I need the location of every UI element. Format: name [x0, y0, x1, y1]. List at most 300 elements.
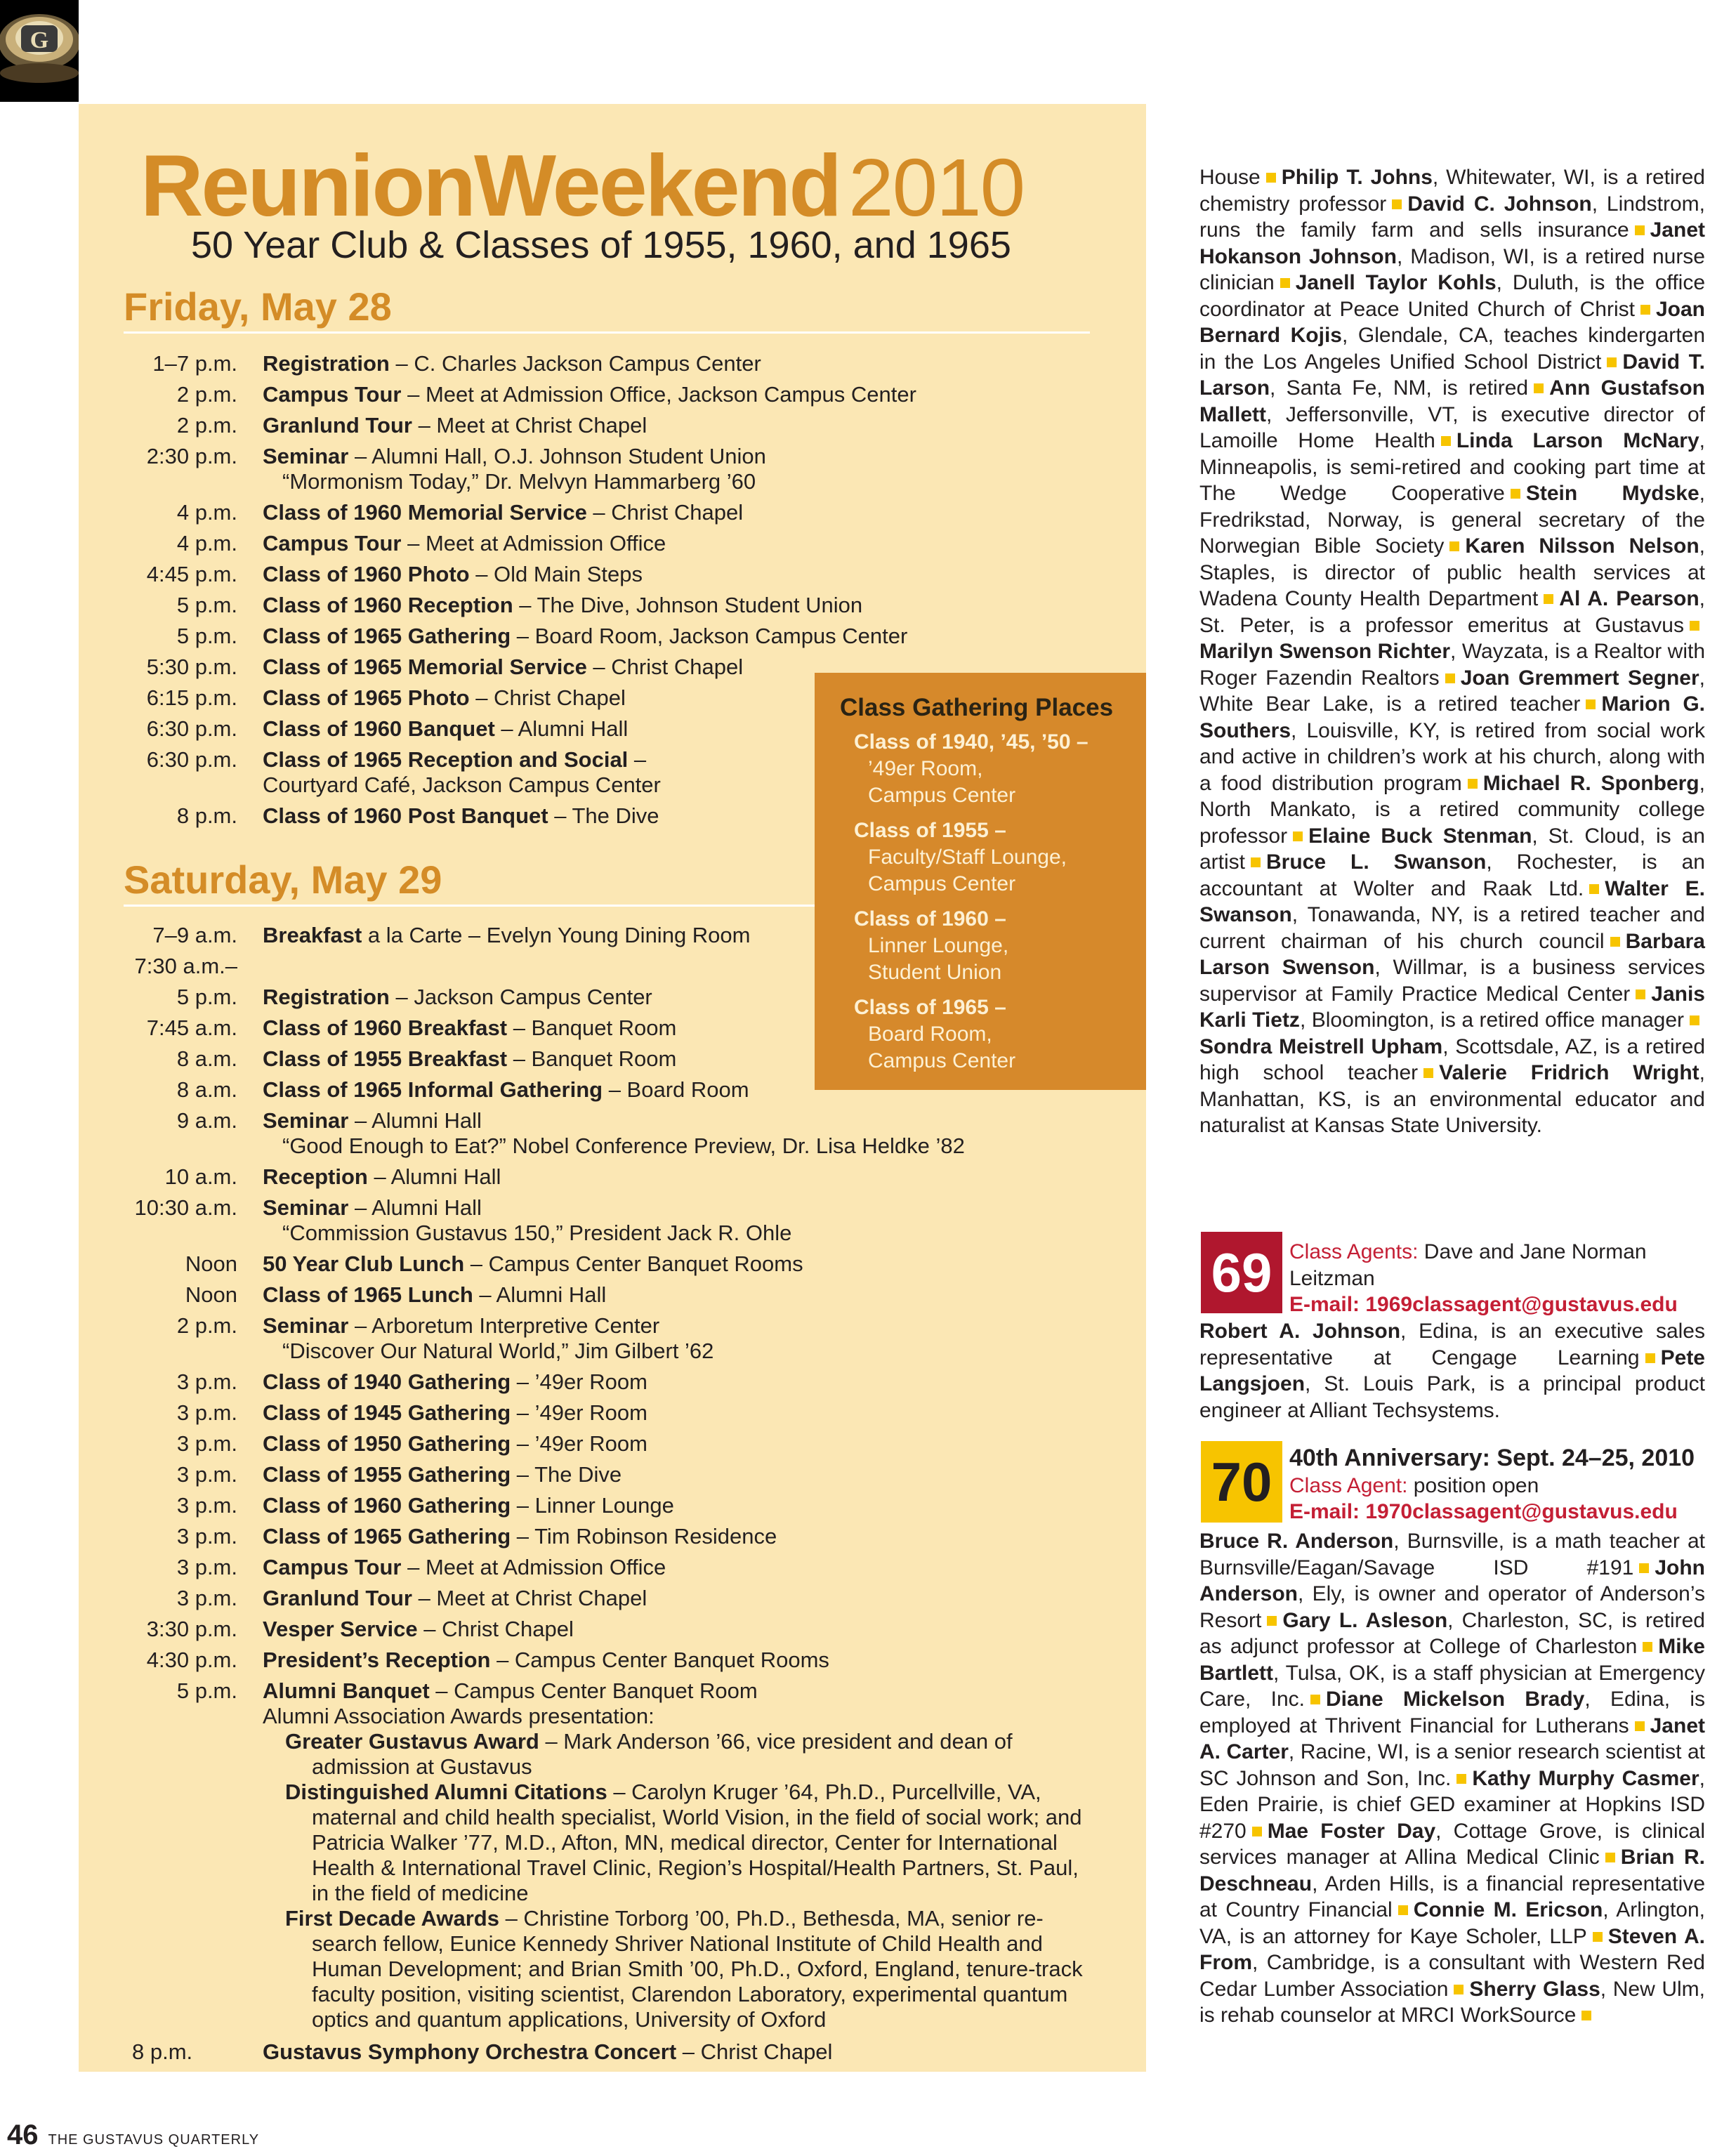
event-detail: – Old Main Steps: [469, 562, 643, 586]
event-description: [263, 559, 1093, 590]
alumnus-note: , Edina, is employed at Thrivent Financial for Lutherans: [1199, 1688, 1705, 1737]
event-description: [263, 1428, 1093, 1459]
bullet-square-icon: [1639, 1563, 1649, 1573]
schedule-row: [124, 528, 1093, 559]
event-time: Noon: [185, 1251, 237, 1276]
event-description: [263, 1367, 1093, 1398]
class-gathering-box: [815, 673, 1146, 1090]
event-time: 5 p.m.: [176, 593, 237, 617]
class-notes-1969: [1199, 1318, 1705, 1424]
schedule-row: [124, 1192, 1093, 1249]
bullet-square-icon: [1589, 884, 1599, 894]
event-time: 6:30 p.m.: [146, 747, 237, 772]
award-name: Distinguished Alumni Citations: [285, 1780, 607, 1804]
alumnus-name: Bruce R. Anderson: [1199, 1530, 1394, 1553]
saturday-heading: Saturday, May 29: [124, 857, 442, 902]
event-description: [263, 1614, 1093, 1645]
event-name: Class of 1960 Breakfast: [263, 1015, 508, 1040]
class-70-agents: [1289, 1445, 1710, 1525]
alumnus-name: Michael R. Sponberg: [1482, 771, 1699, 795]
event-time: 1–7 p.m.: [152, 351, 237, 376]
gathering-list: [854, 729, 1135, 1083]
alumnus-note: , White Bear Lake, is a retired teacher: [1199, 666, 1705, 716]
awards-list: [263, 1729, 1093, 2032]
event-continuation: Alumni Association Awards presentation:: [263, 1704, 655, 1728]
title-main: ReunionWeekend: [140, 138, 841, 235]
agent-label: Class Agent:: [1289, 1473, 1408, 1497]
alumnus-note: , St. Cloud, is an artist: [1199, 824, 1705, 874]
award-entry: [263, 1780, 1093, 1906]
alumnus-note: , Tonawanda, NY, is a retired teacher and current chairman of his church council: [1199, 903, 1705, 953]
event-time: 6:15 p.m.: [146, 685, 237, 710]
event-time: 3 p.m.: [176, 1462, 237, 1487]
event-time: 3 p.m.: [176, 1493, 237, 1518]
event-name: Class of 1955 Breakfast: [263, 1046, 508, 1071]
event-detail: – Arboretum Interpretive Center: [348, 1313, 660, 1338]
alumnus-note: , Arlington, VA, is an attorney for Kaye Scholer, LLP: [1199, 1898, 1705, 1948]
title-year: 2010: [848, 142, 1025, 233]
schedule-row: [124, 441, 1093, 497]
event-subtitle: “Mormonism Today,” Dr. Melvyn Hammarberg ’60: [282, 469, 756, 494]
alumnus-name: Brian R. Deschneau: [1199, 1846, 1705, 1895]
alumnus-name: Joan Bernard Kojis: [1199, 297, 1705, 347]
alumnus-note: , Wayzata, is a Realtor with Roger Fazendin Realtors: [1199, 640, 1706, 690]
bullet-square-icon: [1392, 199, 1402, 209]
notes-paragraph: [1199, 164, 1705, 1139]
gathering-place: Faculty/Staff Lounge,: [868, 846, 1067, 869]
award-detail: – Carolyn Kruger ’64, Ph.D., Purcellville, VA,: [607, 1780, 1041, 1804]
event-name: Class of 1965 Lunch: [263, 1282, 473, 1307]
event-subtitle: “Good Enough to Eat?” Nobel Conference Preview, Dr. Lisa Heldke ’82: [282, 1133, 965, 1158]
event-description: [263, 410, 1093, 441]
event-name: Registration: [263, 985, 390, 1009]
award-continuation: search fellow, Eunice Kennedy Shriver National Institute of Child Health and Human Development; and Brian Smith ’00, Ph.D., Oxford, England, tenure-track faculty position, visiting scientist, Clarendon Laboratory, experimental quantum optics and quantum applications, University of Oxford: [312, 1931, 1083, 2032]
class-69-badge: 69: [1201, 1232, 1282, 1313]
event-name: Class of 1960 Post Banquet: [263, 803, 548, 828]
event-description: [263, 1105, 1093, 1162]
event-name: Vesper Service: [263, 1617, 418, 1641]
event-time: 4 p.m.: [176, 500, 237, 525]
event-name: Seminar: [263, 1313, 349, 1338]
schedule-row: [124, 590, 1093, 621]
bullet-square-icon: [1635, 1721, 1645, 1731]
gathering-place: Campus Center: [868, 872, 1016, 895]
event-name: Seminar: [263, 1108, 349, 1133]
schedule-row: [124, 1249, 1093, 1280]
event-time: 3 p.m.: [176, 1431, 237, 1456]
alumnus-name: Janet Hokanson Johnson: [1199, 218, 1705, 268]
event-name: Class of 1960 Memorial Service: [263, 500, 587, 525]
bullet-square-icon: [1267, 1616, 1277, 1626]
event-detail: – ’49er Room: [511, 1400, 647, 1425]
event-time: 4:30 p.m.: [146, 1648, 237, 1672]
alumnus-note: , North Mankato, is a retired community college professor: [1199, 771, 1705, 848]
alumnus-note: , Whitewater, WI, is a retired chemistry professor: [1199, 166, 1705, 216]
event-time: 3 p.m.: [176, 1524, 237, 1549]
event-detail: – Alumni Hall: [473, 1282, 607, 1307]
schedule-row: [124, 2037, 1093, 2068]
event-name: Seminar: [263, 444, 349, 468]
event-name: Class of 1965 Gathering: [263, 624, 511, 648]
page-footer: [7, 2119, 259, 2151]
event-detail: – Alumni Hall: [348, 1195, 482, 1220]
gathering-place: Campus Center: [868, 784, 1016, 807]
event-time: 3 p.m.: [176, 1586, 237, 1610]
event-name: Class of 1960 Gathering: [263, 1493, 511, 1518]
award-entry: [263, 1906, 1093, 2032]
bullet-square-icon: [1251, 857, 1261, 867]
alumnus-name: Marion G. Southers: [1199, 692, 1705, 742]
event-detail: – Meet at Admission Office, Jackson Campus Center: [401, 382, 916, 407]
agent-name: position open: [1407, 1473, 1539, 1497]
gathering-group: [854, 817, 1135, 898]
event-name: Class of 1960 Photo: [263, 562, 470, 586]
event-description: [263, 1310, 1093, 1367]
page-subtitle: 50 Year Club & Classes of 1955, 1960, and 1965: [191, 224, 1011, 266]
event-time: 10:30 a.m.: [134, 1195, 237, 1220]
event-detail: – Meet at Christ Chapel: [412, 1586, 647, 1610]
schedule-row: [124, 1162, 1093, 1192]
alumnus-note: , New Ulm, is rehab counselor at MRCI WorkSource: [1199, 1977, 1705, 2027]
event-description: [263, 528, 1093, 559]
event-name: Class of 1965 Photo: [263, 685, 470, 710]
event-continuation: Courtyard Café, Jackson Campus Center: [263, 773, 661, 797]
gathering-class: Class of 1960 –: [854, 907, 1006, 931]
bullet-square-icon: [1310, 1695, 1320, 1704]
event-time: 8 a.m.: [176, 1077, 237, 1102]
alumnus-name: Karen Nilsson Nelson: [1465, 534, 1699, 558]
event-description: [263, 621, 1093, 652]
alumnus-name: Janis Karli Tietz: [1199, 982, 1705, 1032]
schedule-row: [124, 1490, 1093, 1521]
event-time: 4 p.m.: [176, 531, 237, 556]
event-name: Seminar: [263, 1195, 349, 1220]
event-description: [263, 497, 1093, 528]
alumnus-name: Philip T. Johns: [1281, 166, 1433, 189]
event-time: 2 p.m.: [176, 1313, 237, 1338]
bullet-square-icon: [1293, 831, 1303, 841]
event-detail: – Meet at Admission Office: [401, 1555, 666, 1579]
event-name: Class of 1960 Reception: [263, 593, 513, 617]
agents-names: Dave and Jane Norman Leitzman: [1289, 1240, 1647, 1290]
event-detail: – Christ Chapel: [417, 1617, 574, 1641]
award-continuation: maternal and child health specialist, World Vision, in the field of social work; and Patricia Walker ’77, M.D., Afton, MN, medical director, Center for International Health & International Travel Clinic, Region’s Hospital/Health Partners, St. Paul, in the field of medicine: [312, 1805, 1082, 1905]
alumnus-note: , St. Peter, is a professor emeritus at Gustavus: [1199, 587, 1705, 637]
event-detail: – Meet at Christ Chapel: [412, 413, 647, 438]
alumnus-note: , Edina, is an executive sales representative at Cengage Learning: [1199, 1320, 1705, 1369]
publication-name: THE GUSTAVUS QUARTERLY: [48, 2132, 260, 2148]
event-description: [263, 1521, 1093, 1552]
saturday-schedule: [124, 920, 1093, 2068]
event-detail: – ’49er Room: [511, 1369, 647, 1394]
class-70-email[interactable]: E-mail: 1970classagent@gustavus.edu: [1289, 1500, 1678, 1523]
event-name: Granlund Tour: [263, 1586, 412, 1610]
award-name: Greater Gustavus Award: [285, 1729, 539, 1754]
event-name: Campus Tour: [263, 1555, 402, 1579]
event-name: Class of 1940 Gathering: [263, 1369, 511, 1394]
event-description: [263, 1459, 1093, 1490]
alumnus-name: Joan Gremmert Segner: [1460, 666, 1699, 690]
class-70-badge: 70: [1201, 1441, 1282, 1523]
alumnus-note: , Tulsa, OK, is a staff physician at Emergency Care, Inc.: [1199, 1661, 1705, 1711]
bullet-square-icon: [1643, 1642, 1652, 1652]
event-time: 2 p.m.: [176, 382, 237, 407]
event-detail: – Alumni Hall, O.J. Johnson Student Union: [348, 444, 766, 468]
event-name: Breakfast: [263, 923, 362, 947]
event-name: Alumni Banquet: [263, 1678, 430, 1703]
event-description: [263, 441, 1093, 497]
bullet-square-icon: [1454, 1985, 1464, 1994]
event-time: 6:30 p.m.: [146, 716, 237, 741]
alumnus-note: , Manhattan, KS, is an environmental educator and naturalist at Kansas State University.: [1199, 1061, 1706, 1137]
alumnus-name: David T. Larson: [1199, 350, 1705, 400]
award-continuation: admission at Gustavus: [312, 1754, 532, 1779]
event-detail: – C. Charles Jackson Campus Center: [389, 351, 761, 376]
bullet-square-icon: [1645, 1353, 1655, 1363]
gathering-class: Class of 1940, ’45, ’50 –: [854, 730, 1089, 754]
agents-label: Class Agents:: [1289, 1240, 1419, 1263]
gathering-group: [854, 994, 1135, 1074]
gathering-place: ’49er Room,: [868, 757, 983, 780]
gathering-place: Board Room,: [868, 1023, 992, 1046]
event-detail: – Banquet Room: [507, 1046, 677, 1071]
alumnus-note: , St. Louis Park, is a principal product engineer at Alliant Techsystems.: [1199, 1372, 1705, 1422]
event-name: Class of 1960 Banquet: [263, 716, 495, 741]
event-time: 7:45 a.m.: [146, 1015, 237, 1040]
alumnus-note: , Scottsdale, AZ, is a retired high school teacher: [1199, 1034, 1706, 1084]
alumnus-note: , Fredrikstad, Norway, is general secretary of the Norwegian Bible Society: [1199, 482, 1705, 558]
schedule-row: [124, 1459, 1093, 1490]
bullet-square-icon: [1280, 278, 1290, 288]
schedule-row: [124, 1367, 1093, 1398]
event-name: President’s Reception: [263, 1648, 491, 1672]
event-detail: – Christ Chapel: [586, 500, 744, 525]
alumnus-note: , Glendale, CA, teaches kindergarten in the Los Angeles Unified School District: [1199, 324, 1705, 374]
bullet-square-icon: [1636, 990, 1645, 999]
event-time: 5 p.m.: [176, 624, 237, 648]
event-detail: – Board Room: [603, 1077, 749, 1102]
notes-paragraph: [1199, 1318, 1705, 1424]
alumnus-name: Al A. Pearson: [1559, 587, 1699, 610]
event-description: [263, 1676, 1093, 1732]
schedule-row: [124, 559, 1093, 590]
event-time: 8 p.m.: [176, 803, 237, 828]
schedule-row: [124, 1428, 1093, 1459]
event-name: Registration: [263, 351, 390, 376]
alumnus-note: , Willmar, is a business services supervisor at Family Practice Medical Center: [1199, 956, 1705, 1006]
event-time: 3:30 p.m.: [146, 1617, 237, 1641]
bullet-square-icon: [1544, 594, 1553, 604]
alumnus-name: Stein Mydske: [1525, 482, 1699, 505]
bullet-square-icon: [1640, 305, 1650, 315]
gathering-place: Student Union: [868, 961, 1002, 984]
schedule-row: [124, 1552, 1093, 1583]
event-name: Campus Tour: [263, 382, 402, 407]
class-69-email[interactable]: E-mail: 1969classagent@gustavus.edu: [1289, 1293, 1678, 1316]
event-time: Noon: [185, 1282, 237, 1307]
alumnus-name: Diane Mickelson Brady: [1326, 1688, 1585, 1711]
alumnus-note: , Bloomington, is a retired office manager: [1299, 1008, 1684, 1032]
event-description: [263, 1280, 1093, 1310]
event-detail: – The Dive, Johnson Student Union: [513, 593, 863, 617]
bullet-square-icon: [1449, 541, 1459, 551]
event-name: Gustavus Symphony Orchestra Concert: [263, 2039, 677, 2064]
event-detail: – Linner Lounge: [511, 1493, 674, 1518]
page-title: [140, 136, 1152, 236]
alumnus-name: John Anderson: [1199, 1556, 1705, 1605]
event-description: [263, 590, 1093, 621]
schedule-row: [124, 348, 1093, 379]
event-time: 4:45 p.m.: [146, 562, 237, 586]
event-detail: – Campus Center Banquet Rooms: [464, 1251, 803, 1276]
schedule-row: [124, 1614, 1093, 1645]
gathering-group: [854, 906, 1135, 986]
event-description: [263, 1583, 1093, 1614]
svg-text:G: G: [29, 27, 49, 53]
alumnus-note: , Racine, WI, is a senior research scientist at SC Johnson and Son, Inc.: [1199, 1740, 1705, 1790]
event-detail: – The Dive: [511, 1462, 622, 1487]
event-name: Class of 1950 Gathering: [263, 1431, 511, 1456]
alumnus-name: Valerie Fridrich Wright: [1439, 1061, 1699, 1084]
event-time: 2 p.m.: [176, 413, 237, 438]
event-detail: – Alumni Hall: [348, 1108, 482, 1133]
event-name: Class of 1945 Gathering: [263, 1400, 511, 1425]
event-detail: – Campus Center Banquet Rooms: [490, 1648, 829, 1672]
friday-heading: Friday, May 28: [124, 284, 392, 329]
schedule-row: [124, 1676, 1093, 1732]
event-detail: – Board Room, Jackson Campus Center: [511, 624, 908, 648]
event-description: [263, 1249, 1093, 1280]
event-description: [263, 348, 1093, 379]
event-detail: – The Dive: [548, 803, 659, 828]
bullet-square-icon: [1441, 436, 1451, 446]
event-time: 5:30 p.m.: [146, 655, 237, 679]
alumnus-note: , Ely, is owner and operator of Anderson’s Resort: [1199, 1582, 1705, 1632]
event-subtitle: “Discover Our Natural World,” Jim Gilbert ’62: [282, 1339, 714, 1363]
event-description: [263, 1645, 1093, 1676]
event-time: 10 a.m.: [164, 1164, 237, 1189]
class-ring-icon: [0, 0, 79, 102]
event-detail: – Banquet Room: [507, 1015, 677, 1040]
event-detail: – Jackson Campus Center: [389, 985, 652, 1009]
event-detail: – Christ Chapel: [676, 2039, 833, 2064]
alumnus-note: , Lindstrom, runs the family farm and sells insurance: [1199, 192, 1705, 242]
alumnus-name: Barbara Larson Swenson: [1199, 929, 1705, 979]
alumnus-name: Elaine Buck Stenman: [1308, 824, 1532, 848]
alumnus-note: , Madison, WI, is a retired nurse clinician: [1199, 244, 1705, 294]
award-name: First Decade Awards: [285, 1906, 499, 1931]
class-notes-1970: [1199, 1528, 1705, 2029]
event-description: [263, 379, 1093, 410]
bullet-square-icon: [1511, 489, 1520, 499]
event-detail: – Campus Center Banquet Room: [429, 1678, 758, 1703]
bullet-square-icon: [1423, 1068, 1433, 1078]
alumnus-name: Gary L. Asleson: [1282, 1608, 1448, 1632]
event-detail: –: [628, 747, 647, 772]
class-ring-logo: [0, 0, 79, 102]
event-description: [263, 2037, 1093, 2068]
bullet-square-icon: [1581, 2011, 1591, 2020]
schedule-row: [124, 1645, 1093, 1676]
bullet-square-icon: [1398, 1905, 1408, 1915]
event-time: 2:30 p.m.: [146, 444, 237, 468]
alumnus-note: , Charleston, SC, is retired as adjunct professor at College of Charleston: [1199, 1608, 1705, 1658]
gathering-class: Class of 1955 –: [854, 819, 1006, 842]
schedule-row: [124, 1583, 1093, 1614]
schedule-row: [124, 410, 1093, 441]
bullet-square-icon: [1607, 357, 1617, 367]
event-name: Class of 1955 Gathering: [263, 1462, 511, 1487]
alumnus-name: Robert A. Johnson: [1199, 1320, 1401, 1343]
event-detail: – Christ Chapel: [586, 655, 744, 679]
gathering-place: Campus Center: [868, 1049, 1016, 1072]
alumnus-name: Janet A. Carter: [1199, 1714, 1705, 1763]
alumnus-note: House: [1199, 166, 1261, 189]
event-detail: – ’49er Room: [511, 1431, 647, 1456]
schedule-row: [124, 1398, 1093, 1428]
event-name: Class of 1965 Gathering: [263, 1524, 511, 1549]
bullet-square-icon: [1635, 225, 1645, 235]
event-detail: – Meet at Admission Office: [401, 531, 666, 556]
gathering-class: Class of 1965 –: [854, 996, 1006, 1019]
alumnus-note: , Jeffersonville, VT, is executive director of Lamoille Home Health: [1199, 402, 1705, 452]
event-detail: – Alumni Hall: [367, 1164, 501, 1189]
event-detail: a la Carte – Evelyn Young Dining Room: [362, 923, 751, 947]
event-name: Class of 1965 Informal Gathering: [263, 1077, 603, 1102]
anniversary-heading: 40th Anniversary: Sept. 24–25, 2010: [1289, 1445, 1695, 1471]
event-time: 3 p.m.: [176, 1555, 237, 1579]
bullet-square-icon: [1266, 173, 1276, 183]
alumnus-name: Mike Bartlett: [1199, 1635, 1705, 1685]
alumnus-name: Mae Foster Day: [1267, 1819, 1436, 1843]
event-time: 3 p.m.: [176, 1400, 237, 1425]
bullet-square-icon: [1468, 779, 1478, 789]
event-name: Class of 1965 Memorial Service: [263, 655, 587, 679]
event-subtitle: “Commission Gustavus 150,” President Jack R. Ohle: [282, 1221, 792, 1245]
schedule-row: [124, 379, 1093, 410]
alumnus-note: , Duluth, is the office coordinator at Peace United Church of Christ: [1199, 271, 1706, 321]
schedule-row: [124, 1105, 1093, 1162]
alumnus-note: , Louisville, KY, is retired from social work and active in children’s work at his church, along with a food distribution program: [1199, 718, 1705, 795]
event-name: 50 Year Club Lunch: [263, 1251, 465, 1276]
alumnus-name: David C. Johnson: [1407, 192, 1592, 216]
alumnus-name: Connie M. Ericson: [1413, 1898, 1603, 1921]
bullet-square-icon: [1690, 621, 1699, 631]
alumnus-name: Marilyn Swenson Richter: [1199, 640, 1451, 663]
award-detail: – Mark Anderson ’66, vice president and dean of: [539, 1729, 1013, 1754]
event-name: Class of 1965 Reception and Social: [263, 747, 629, 772]
alumnus-name: Kathy Murphy Casmer: [1472, 1766, 1699, 1790]
bullet-square-icon: [1445, 673, 1455, 683]
notes-paragraph: [1199, 1528, 1705, 2029]
event-name: Campus Tour: [263, 531, 402, 556]
alumnus-name: Janell Taylor Kohls: [1295, 271, 1497, 294]
class-69-agents: [1289, 1239, 1710, 1318]
event-time: 5 p.m.: [176, 1678, 237, 1703]
event-detail: – Alumni Hall: [494, 716, 629, 741]
gathering-group: [854, 729, 1135, 809]
event-name: Reception: [263, 1164, 368, 1189]
alumnus-note: , Rochester, is an accountant at Wolter and Raak Ltd.: [1199, 850, 1705, 900]
alumnus-name: Sondra Meistrell Upham: [1199, 1034, 1443, 1058]
alumnus-note: , Eden Prairie, is chief GED examiner at Hopkins ISD #270: [1199, 1766, 1705, 1843]
event-time: 3 p.m.: [176, 1369, 237, 1394]
gathering-heading: Class Gathering Places: [840, 694, 1114, 721]
alumnus-note: , Santa Fe, NM, is retired: [1270, 376, 1529, 400]
alumnus-note: , Cottage Grove, is clinical services manager at Allina Medical Clinic: [1199, 1819, 1705, 1869]
event-time: 8 a.m.: [176, 1046, 237, 1071]
alumnus-name: Linda Larson McNary: [1456, 429, 1699, 452]
